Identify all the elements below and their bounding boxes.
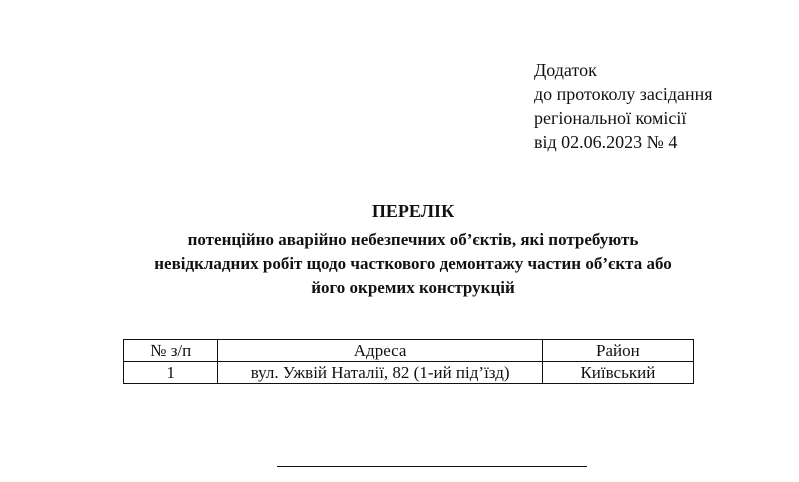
annex-line-1: Додаток [534,60,597,80]
document-subtitle [0,228,799,300]
annex-line-3: регіональної комісії [534,108,687,128]
signature-line [277,466,587,467]
cell-address: вул. Ужвій Наталії, 82 (1-ий під’їзд) [218,362,542,384]
table-row [124,362,694,384]
subtitle-line-2: невідкладних робіт щодо часткового демонтажу частин об’єкта або [154,254,672,273]
header-district: Район [542,340,693,362]
table-header-row [124,340,694,362]
objects-table [123,339,694,384]
annex-block [534,58,713,154]
document-title: ПЕРЕЛІК [371,201,455,221]
subtitle-line-1: потенційно аварійно небезпечних об’єктів, які потребують [187,230,639,249]
cell-district: Київський [542,362,693,384]
annex-line-4: від 02.06.2023 № 4 [534,132,678,152]
subtitle-line-3: його окремих конструкцій [311,278,515,297]
annex-line-2: до протоколу засідання [534,84,713,104]
cell-number: 1 [124,362,218,384]
header-number: № з/п [124,340,218,362]
header-address: Адреса [218,340,542,362]
